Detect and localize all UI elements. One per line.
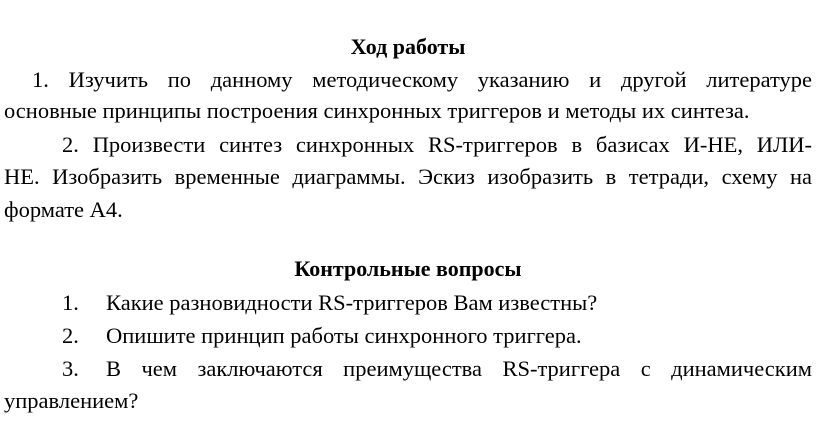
work-item-1-line-1: [32, 65, 812, 95]
control-questions-heading: Контрольные вопросы: [294, 256, 522, 281]
work-item-2-line-1: [62, 130, 812, 160]
question-3-line-1: [62, 354, 812, 384]
work-item-2-line-2: НЕ. Изобразить временные диаграммы. Эскиз изобразить в тетради, схему на: [4, 164, 812, 189]
work-progress-heading: Ход работы: [350, 34, 466, 59]
question-3-text-line-1: В чем заключаются преимущества RS-триггера с динамическим: [106, 356, 812, 381]
question-1-number: 1.: [62, 290, 79, 315]
question-2: [62, 321, 812, 351]
work-item-2-number: 2.: [62, 132, 79, 157]
work-item-2-text-line-1: Произвести синтез синхронных RS-триггеров в базисах И-НЕ, ИЛИ-: [92, 132, 812, 157]
question-2-text: Опишите принцип работы синхронного триггера.: [106, 323, 582, 348]
work-item-1-number: 1.: [32, 67, 49, 92]
work-item-1-line-2: основные принципы построения синхронных триггеров и методы их синтеза.: [4, 98, 750, 123]
question-1-text: Какие разновидности RS-триггеров Вам известны?: [106, 290, 598, 315]
work-item-2-line-3: формате А4.: [4, 197, 123, 222]
question-3-number: 3.: [62, 356, 79, 381]
question-1: [62, 288, 812, 318]
work-item-1-text-line-1: Изучить по данному методическому указанию и другой литературе: [68, 67, 813, 92]
question-2-number: 2.: [62, 323, 79, 348]
question-3-line-2: управлением?: [4, 388, 139, 413]
